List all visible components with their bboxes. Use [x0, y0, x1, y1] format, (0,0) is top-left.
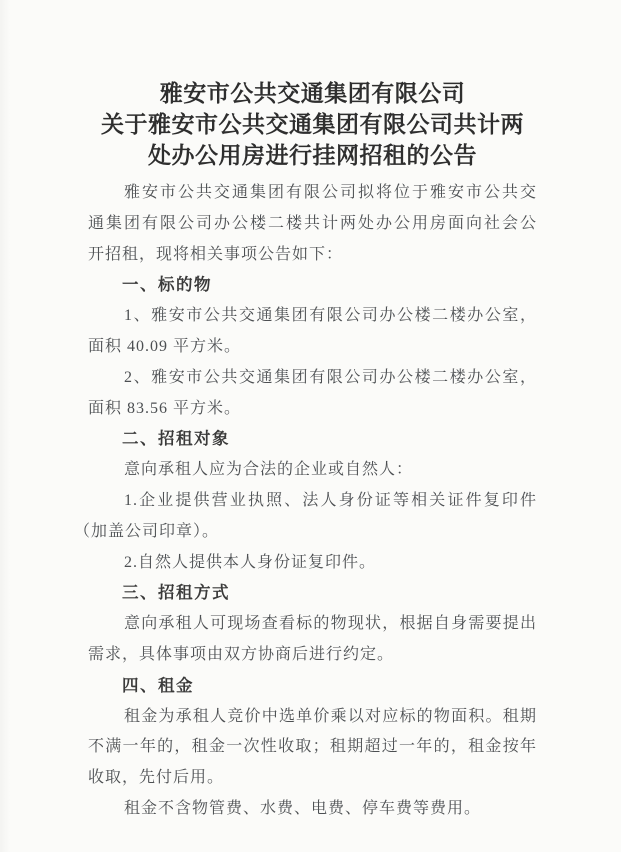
section-heading-subject: 一、标的物	[122, 276, 212, 295]
subject-item-2-line: 2、雅安市公共交通集团有限公司办公楼二楼办公室，	[124, 368, 537, 386]
intro-paragraph-line: 开招租，现将相关事项公告如下：	[88, 245, 344, 263]
rent-paragraph-line: 收取，先付后用。	[88, 769, 225, 787]
intro-paragraph-line: 通集团有限公司办公楼二楼共计两处办公用房面向社会公	[88, 214, 537, 232]
section-heading-tenants: 二、招租对象	[122, 430, 230, 449]
document-title-line-3: 处办公用房进行挂网招租的公告	[148, 143, 477, 168]
tenants-item-2-line: 2.自然人提供本人身份证复印件。	[124, 553, 377, 571]
rent-paragraph-line: 租金为承租人竞价中选单价乘以对应标的物面积。租期	[124, 707, 537, 725]
subject-item-1-line: 1、雅安市公共交通集团有限公司办公楼二楼办公室，	[124, 307, 537, 325]
section-heading-rent: 四、租金	[122, 676, 194, 695]
method-paragraph-line: 意向承租人可现场查看标的物现状，根据自身需要提出	[124, 615, 537, 633]
subject-item-1-area: 面积 40.09 平方米。	[88, 337, 242, 355]
section-heading-method: 三、招租方式	[122, 584, 230, 603]
intro-paragraph-line: 雅安市公共交通集团有限公司拟将位于雅安市公共交	[124, 184, 537, 201]
tenants-paragraph-line: 意向承租人应为合法的企业或自然人：	[124, 461, 414, 479]
subject-item-2-area: 面积 83.56 平方米。	[88, 399, 242, 417]
document-content	[74, 78, 537, 825]
rent-paragraph-line: 不满一年的，租金一次性收取；租期超过一年的，租金按年	[88, 738, 537, 756]
tenants-item-1-line: 1.企业提供营业执照、法人身份证等相关证件复印件	[124, 491, 537, 509]
tenants-item-1-line: （加盖公司印章）。	[74, 522, 220, 540]
document-title	[88, 78, 537, 171]
document-title-line-2: 关于雅安市公共交通集团有限公司共计两	[101, 112, 524, 137]
rent-excludes-line: 租金不含物管费、水费、电费、停车费等费用。	[124, 799, 482, 817]
method-paragraph-line: 需求，具体事项由双方协商后进行约定。	[88, 645, 395, 663]
document-title-line-1: 雅安市公共交通集团有限公司	[159, 81, 466, 106]
